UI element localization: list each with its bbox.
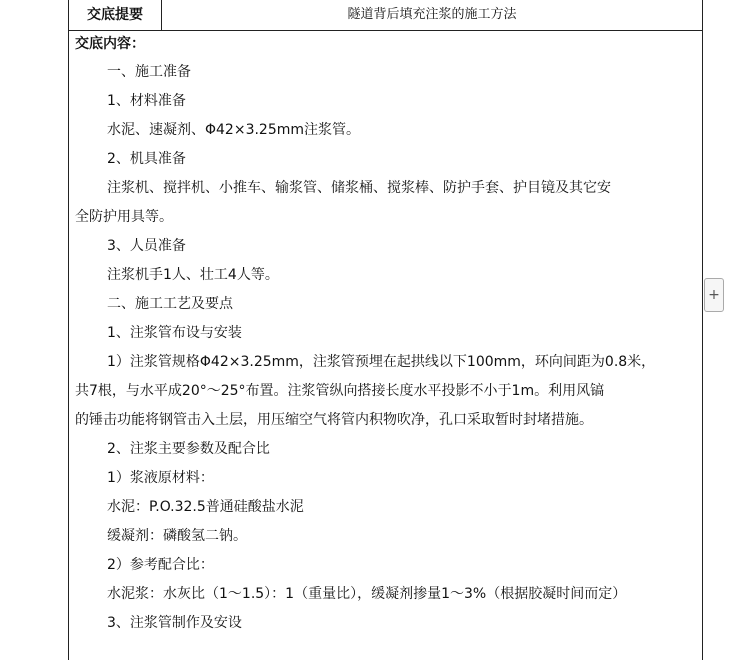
- document-page: [68, 0, 703, 660]
- content-label: 交底内容：: [75, 36, 145, 52]
- document-title: 隧道背后填充注浆的施工方法: [347, 7, 517, 22]
- content-line: 3、注浆管制作及安设: [107, 615, 242, 631]
- content-line: 缓凝剂：磷酸氢二钠。: [107, 528, 247, 544]
- content-line: 1）浆液原材料：: [107, 470, 214, 486]
- content-line: 注浆机、搅拌机、小推车、输浆管、储浆桶、搅浆棒、防护手套、护目镜及其它安: [107, 180, 611, 196]
- content-line: 的锤击功能将钢管击入土层，用压缩空气将管内积物吹净，孔口采取暂时封堵措施。: [75, 412, 593, 428]
- content-line: 1、注浆管布设与安装: [107, 325, 242, 341]
- header-label: 交底提要: [69, 0, 162, 30]
- content-line: 1）注浆管规格Φ42×3.25mm，注浆管预埋在起拱线以下100mm，环向间距为0.8米，: [107, 354, 656, 370]
- content-line: 水泥：P.O.32.5普通硅酸盐水泥: [107, 499, 304, 515]
- content-line: 3、人员准备: [107, 238, 186, 254]
- content-line: 共7根，与水平成20°～25°布置。注浆管纵向搭接长度水平投影不小于1m。利用风镐: [75, 383, 605, 399]
- header-row: [69, 0, 702, 31]
- content-line: 1、材料准备: [107, 93, 186, 109]
- content-line: 2）参考配合比：: [107, 557, 214, 573]
- content-line: 注浆机手1人、壮工4人等。: [107, 267, 279, 283]
- content-line: 全防护用具等。: [75, 209, 173, 225]
- content-line: 水泥、速凝剂、Φ42×3.25mm注浆管。: [107, 122, 361, 138]
- content-line: 2、机具准备: [107, 151, 186, 167]
- content-line: 一、施工准备: [107, 64, 191, 80]
- content-line: 2、注浆主要参数及配合比: [107, 441, 270, 457]
- content-line: 水泥浆：水灰比（1～1.5）：1（重量比），缓凝剂掺量1～3%（根据胶凝时间而定）: [107, 586, 627, 602]
- expand-button[interactable]: +: [704, 278, 724, 312]
- content-line: 二、施工工艺及要点: [107, 296, 233, 312]
